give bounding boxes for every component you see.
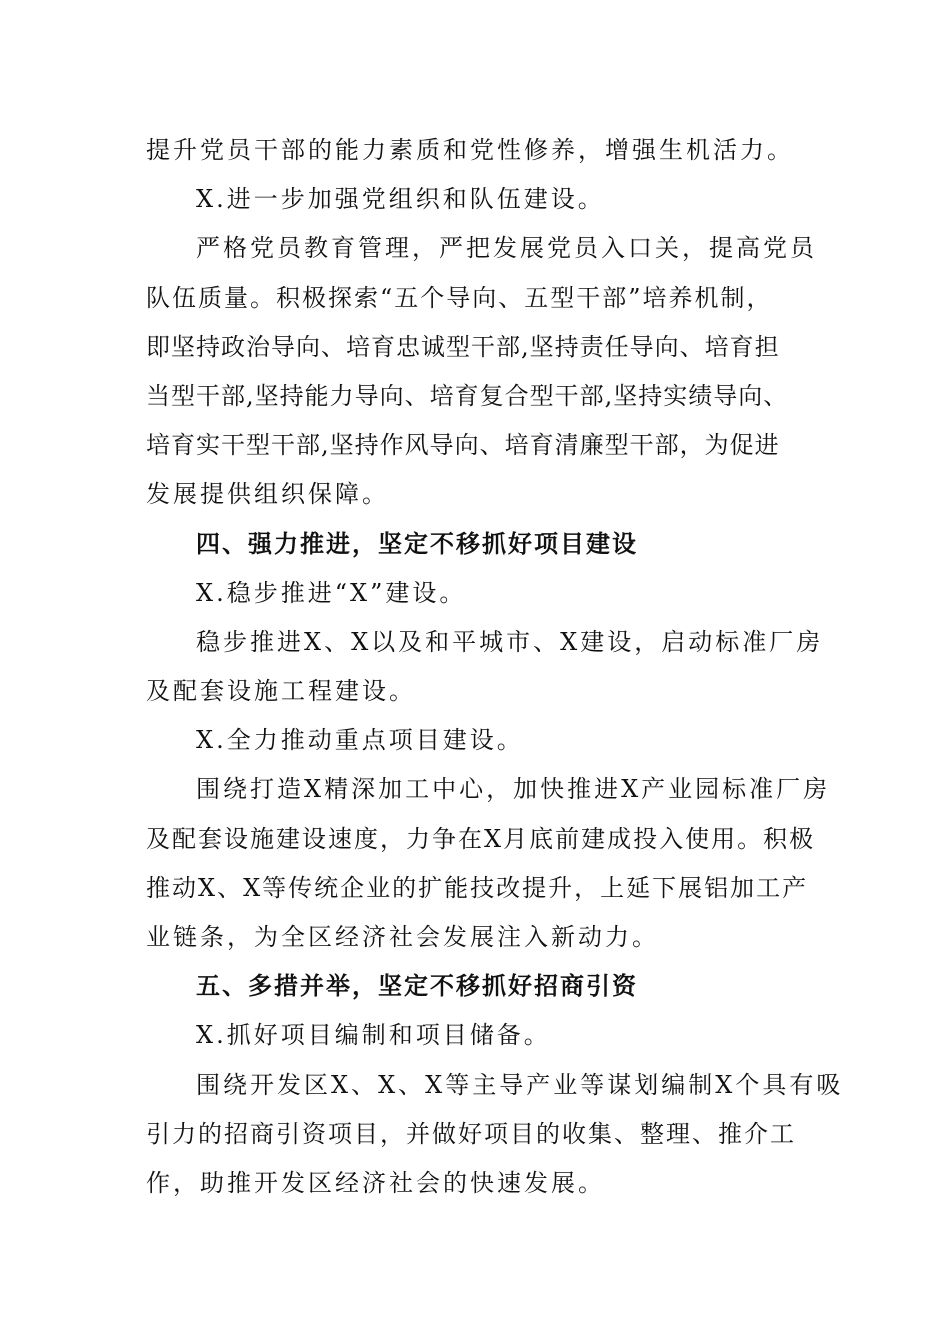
document-body (146, 126, 844, 1208)
subsection-title: X.进一步加强党组织和队伍建设。 (196, 185, 605, 214)
body-text-line: 提升党员干部的能力素质和党性修养，增强生机活力。 (146, 136, 794, 164)
section-heading: 四、强力推进，坚定不移抓好项目建设 (196, 529, 638, 558)
body-text-line: 培育实干型干部,坚持作风导向、培育清廉型干部，为促进 (146, 431, 780, 460)
body-text-line: 推动X、X等传统企业的扩能技改提升，上延下展铝加工产 (146, 873, 809, 902)
subsection-title: X.稳步推进“X”建设。 (196, 578, 467, 607)
body-text-line: 严格党员教育管理，严把发展党员入口关，提高党员 (196, 234, 817, 263)
body-text-line: 稳步推进X、X以及和平城市、X建设，启动标准厂房 (196, 627, 824, 656)
body-text-line: 当型干部,坚持能力导向、培育复合型干部,坚持实绩导向、 (146, 381, 789, 410)
body-text-line: 围绕打造X精深加工中心，加快推进X产业园标准厂房 (196, 775, 831, 804)
subsection-title: X.全力推动重点项目建设。 (196, 726, 524, 755)
body-text-line: 即坚持政治导向、培育忠诚型干部,坚持责任导向、培育担 (146, 332, 780, 361)
body-text-line: 及配套设施建设速度，力争在X月底前建成投入使用。积极 (146, 824, 816, 853)
body-text-line: 作，助推开发区经济社会的快速发展。 (146, 1168, 605, 1197)
section-heading: 五、多措并举，坚定不移抓好招商引资 (196, 972, 638, 1001)
subsection-title: X.抓好项目编制和项目储备。 (196, 1021, 551, 1050)
body-text-line: 队伍质量。积极探索“五个导向、五型干部”培养机制， (146, 283, 773, 312)
body-text-line: 围绕开发区X、X、X等主导产业等谋划编制X个具有吸 (196, 1070, 844, 1099)
body-text-line: 及配套设施工程建设。 (146, 677, 416, 706)
body-text-line: 业链条，为全区经济社会发展注入新动力。 (146, 923, 659, 951)
body-text-line: 引力的招商引资项目，并做好项目的收集、整理、推介工 (146, 1119, 796, 1148)
body-text-line: 发展提供组织保障。 (146, 480, 389, 509)
